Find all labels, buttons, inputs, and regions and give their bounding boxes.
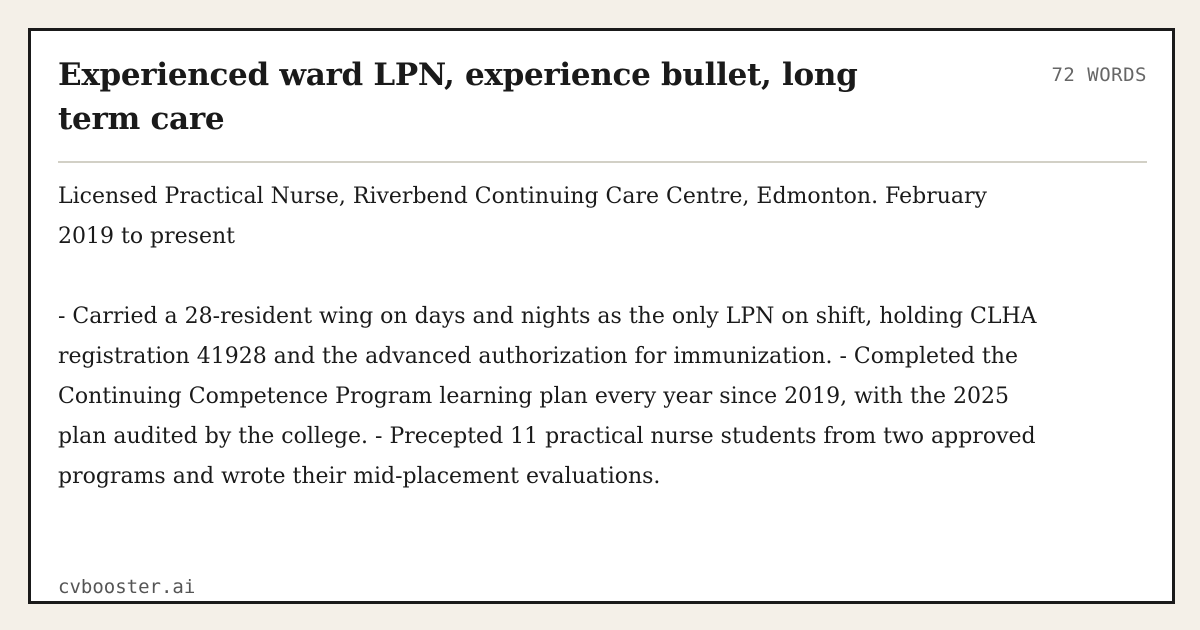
snippet-card bbox=[28, 28, 1175, 604]
word-count-label: 72 WORDS bbox=[1051, 64, 1147, 86]
divider bbox=[58, 161, 1147, 163]
card-body-text: Licensed Practical Nurse, Riverbend Continuing Care Centre, Edmonton. February 2019 to present - Carried a 28-resident wing on days and nights as the only LPN on shift, holding CLHA registration 41928 and the advanced authorization for immunization. - Completed the Continuing Competence Program learning plan every year since 2019, with the 2025 plan audited by the college. - Precepted 11 practical nurse students from two approved programs and wrote their mid-placement evaluations. bbox=[58, 184, 1037, 489]
card-title: Experienced ward LPN, experience bullet, long term care bbox=[58, 57, 858, 137]
footer-brand: cvbooster.ai bbox=[58, 576, 196, 598]
